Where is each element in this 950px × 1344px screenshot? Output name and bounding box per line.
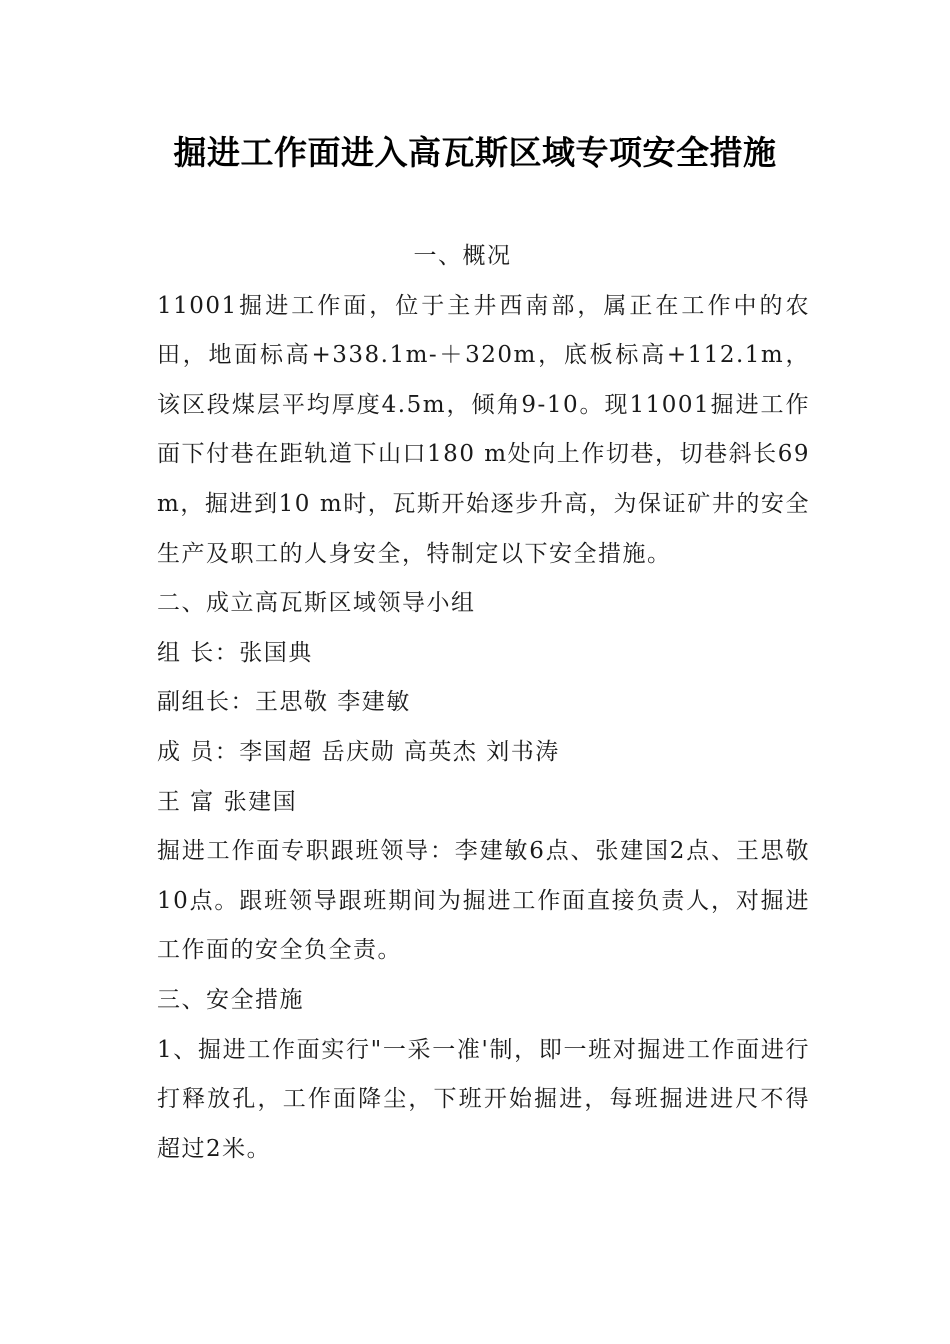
deputy-leader-line: 副组长：王思敬 李建敏	[157, 689, 411, 716]
group-leader-line: 组 长：张国典	[157, 639, 313, 666]
section-heading-leadership-group: 二、成立高瓦斯区域领导小组	[157, 590, 476, 617]
members-line: 成 员：李国超 岳庆勋 高英杰 刘书涛	[157, 738, 560, 765]
safety-measure-1: 1、掘进工作面实行"一采一准'制，即一班对掘进工作面进行打释放孔，工作面降尘，下班开始掘进，每班掘进进尺不得超过2米。	[157, 1036, 810, 1162]
section-heading-overview: 一、概况	[413, 243, 512, 269]
section-heading-safety-measures: 三、安全措施	[157, 986, 304, 1013]
members-line-continued: 王 富 张建国	[157, 788, 298, 815]
shift-leaders-paragraph: 掘进工作面专职跟班领导：李建敏6点、张建国2点、王思敬10点。跟班领导跟班期间为掘进工作面直接负责人，对掘进工作面的安全负全责。	[157, 838, 810, 964]
document-body	[145, 232, 810, 1174]
overview-paragraph: 11001掘进工作面，位于主井西南部，属正在工作中的农田，地面标高+338.1m-＋320m，底板标高+112.1m，该区段煤层平均厚度4.5m，倾角9-10。现11001掘进工作面下付巷在距轨道下山口180 m处向上作切巷，切巷斜长69 m，掘进到10 m时，瓦斯开始逐步升高，为保证矿井的安全生产及职工的人身安全，特制定以下安全措施。	[157, 292, 810, 567]
document-title: 掘进工作面进入高瓦斯区域专项安全措施	[173, 133, 777, 172]
